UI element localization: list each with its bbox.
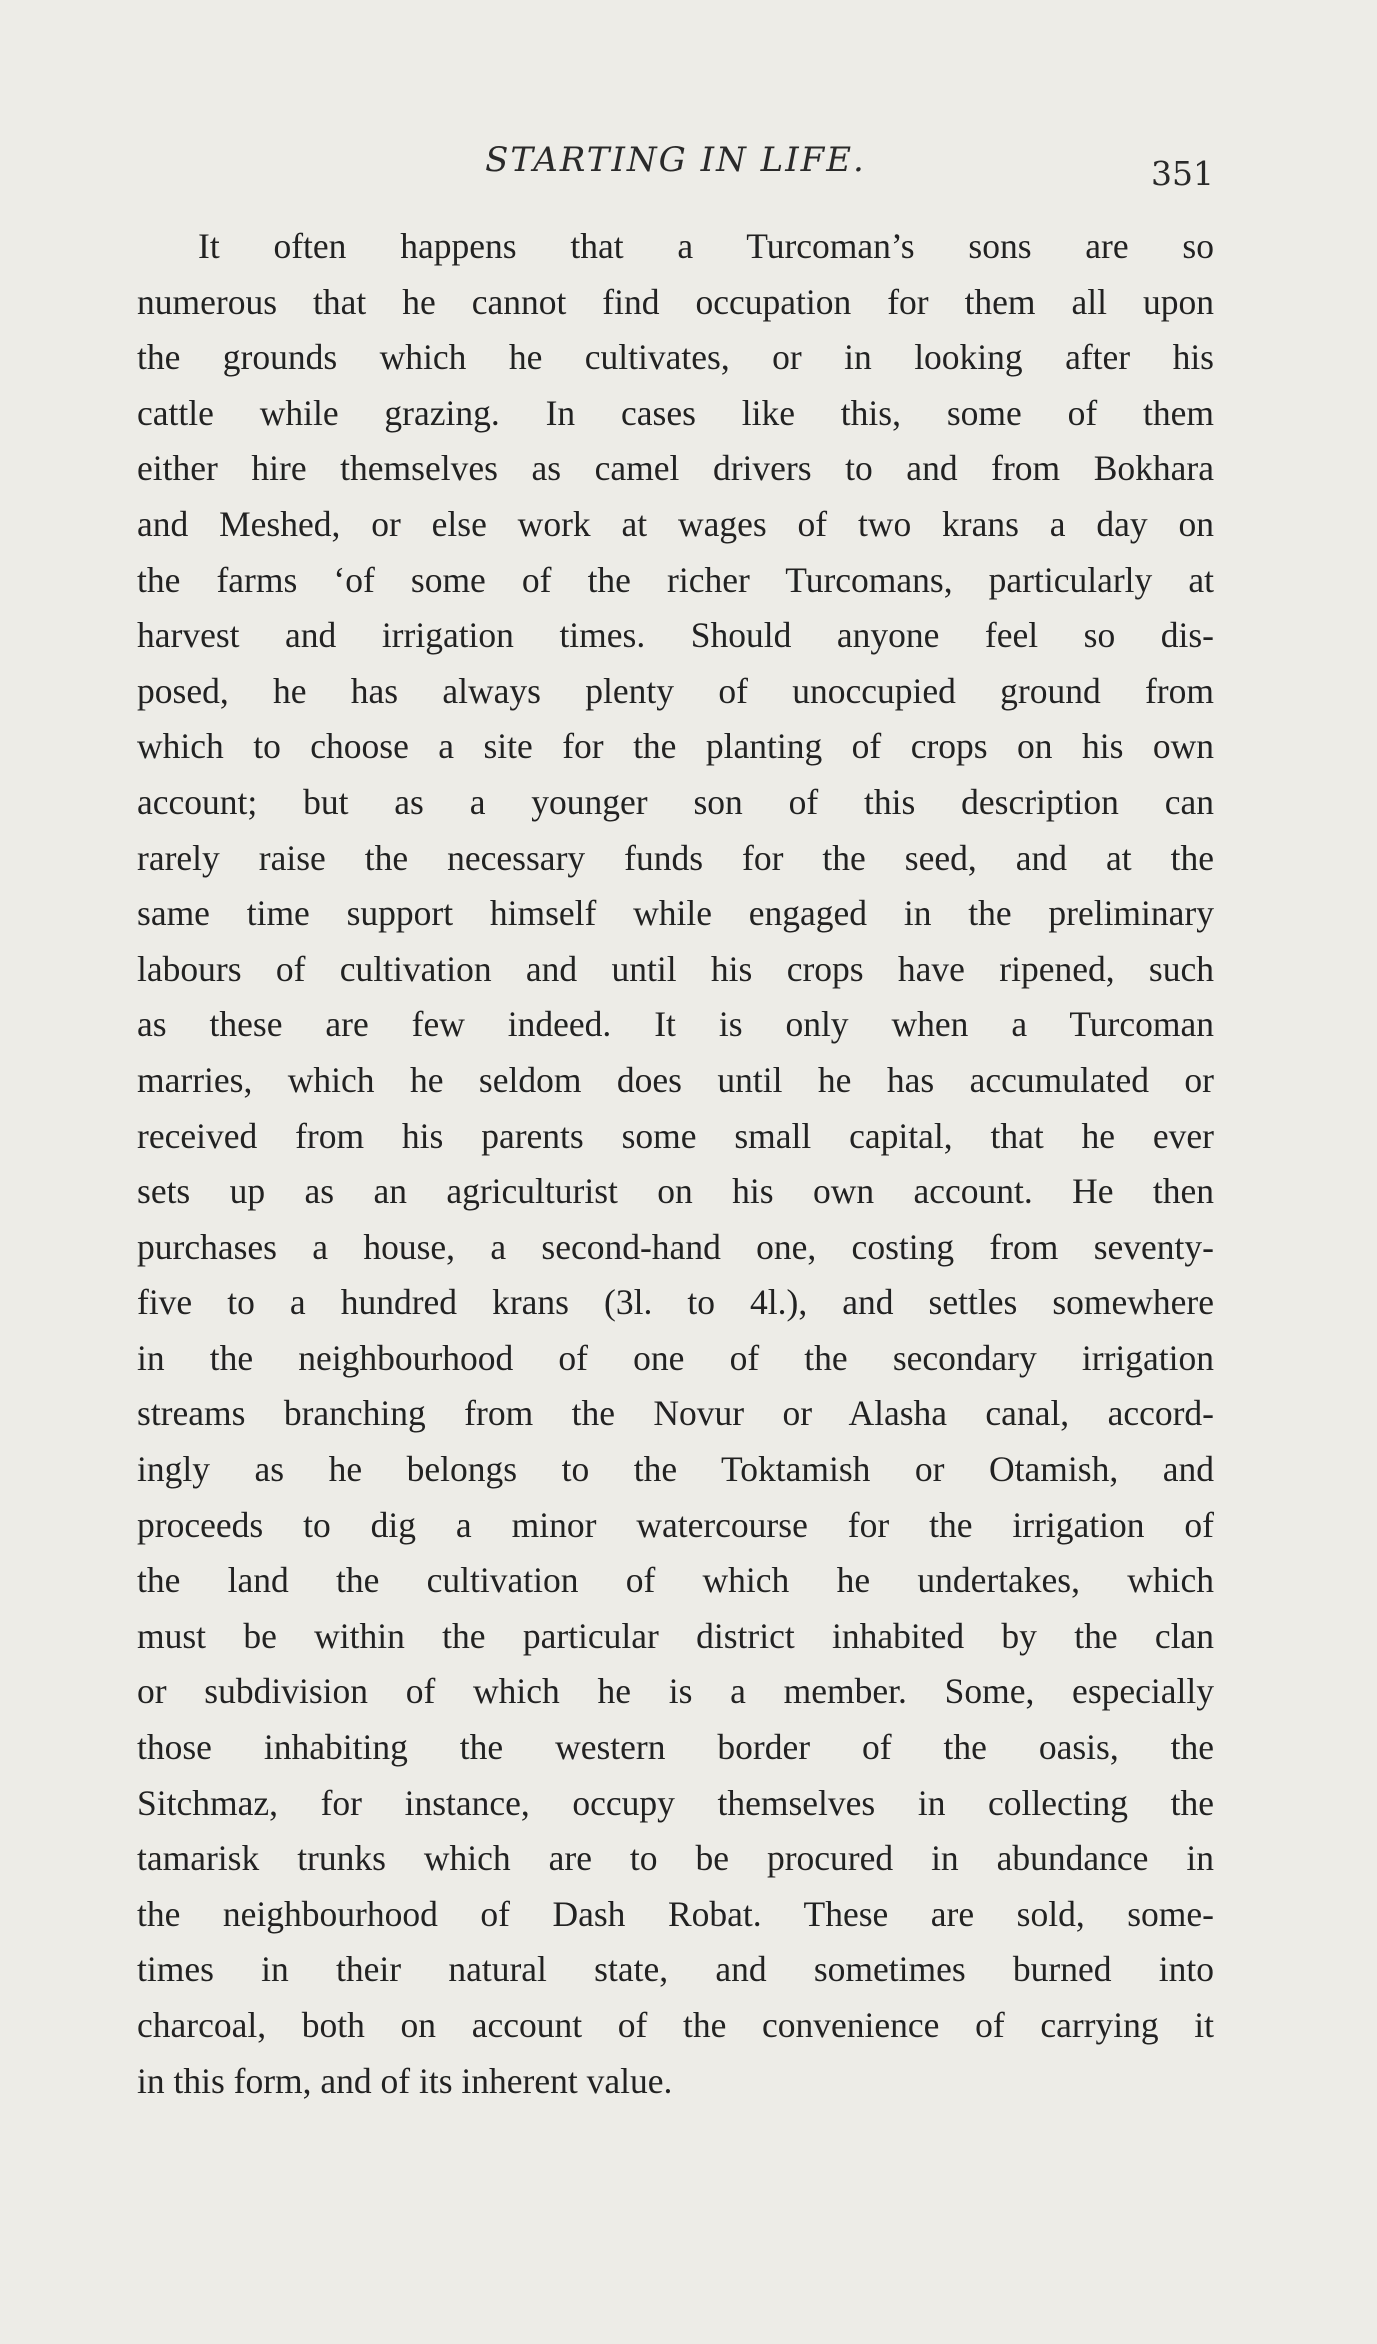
text-line: It often happens that a Turcoman’s sons are so bbox=[198, 226, 1214, 266]
text-line: streams branching from the Novur or Alasha canal, accord- bbox=[137, 1393, 1214, 1434]
body-paragraph bbox=[137, 219, 1214, 2109]
text-line: and Meshed, or else work at wages of two krans a day on bbox=[137, 503, 1214, 544]
text-line: times in their natural state, and sometimes burned into bbox=[137, 1949, 1214, 1990]
text-line: posed, he has always plenty of unoccupied ground from bbox=[137, 670, 1214, 711]
text-line: either hire themselves as camel drivers to and from Bokhara bbox=[137, 448, 1214, 489]
text-line: received from his parents some small capital, that he ever bbox=[137, 1115, 1214, 1156]
text-line: charcoal, both on account of the convenience of carrying it bbox=[137, 2005, 1214, 2045]
page-number: 351 bbox=[1151, 154, 1214, 193]
text-line: Sitchmaz, for instance, occupy themselves in collecting the bbox=[137, 1782, 1214, 1823]
text-line: cattle while grazing. In cases like this, some of them bbox=[137, 392, 1214, 433]
text-line: which to choose a site for the planting of crops on his own bbox=[137, 726, 1214, 767]
text-line: ingly as he belongs to the Toktamish or Otamish, and bbox=[137, 1449, 1214, 1490]
text-line: proceeds to dig a minor watercourse for the irrigation of bbox=[137, 1504, 1214, 1545]
text-line: rarely raise the necessary funds for the seed, and at the bbox=[137, 837, 1214, 878]
text-line: as these are few indeed. It is only when a Turcoman bbox=[137, 1004, 1214, 1045]
text-line: account; but as a younger son of this description can bbox=[137, 781, 1214, 822]
page-header bbox=[137, 140, 1214, 200]
text-line: harvest and irrigation times. Should anyone feel so dis- bbox=[137, 615, 1214, 656]
text-line: or subdivision of which he is a member. Some, especially bbox=[137, 1671, 1214, 1712]
running-title: STARTING IN LIFE. bbox=[485, 140, 866, 180]
text-line: sets up as an agriculturist on his own account. He then bbox=[137, 1171, 1214, 1212]
text-line: the land the cultivation of which he undertakes, which bbox=[137, 1560, 1214, 1601]
text-line: in the neighbourhood of one of the secondary irrigation bbox=[137, 1337, 1214, 1378]
text-line: the farms ‘of some of the richer Turcomans, particularly at bbox=[137, 559, 1214, 600]
text-line: the neighbourhood of Dash Robat. These are sold, some- bbox=[137, 1893, 1214, 1934]
text-line: tamarisk trunks which are to be procured in abundance in bbox=[137, 1838, 1214, 1879]
text-line: five to a hundred krans (3l. to 4l.), and settles somewhere bbox=[137, 1282, 1214, 1323]
text-line: purchases a house, a second-hand one, costing from seventy- bbox=[137, 1226, 1214, 1267]
text-line: those inhabiting the western border of the oasis, the bbox=[137, 1727, 1214, 1768]
text-line: labours of cultivation and until his crops have ripened, such bbox=[137, 948, 1214, 989]
text-line: the grounds which he cultivates, or in looking after his bbox=[137, 337, 1214, 378]
text-line: same time support himself while engaged in the preliminary bbox=[137, 893, 1214, 934]
text-line: marries, which he seldom does until he has accumulated or bbox=[137, 1059, 1214, 1100]
text-line: in this form, and of its inherent value. bbox=[137, 2060, 673, 2101]
text-line: numerous that he cannot find occupation for them all upon bbox=[137, 281, 1214, 322]
text-line: must be within the particular district inhabited by the clan bbox=[137, 1615, 1214, 1656]
